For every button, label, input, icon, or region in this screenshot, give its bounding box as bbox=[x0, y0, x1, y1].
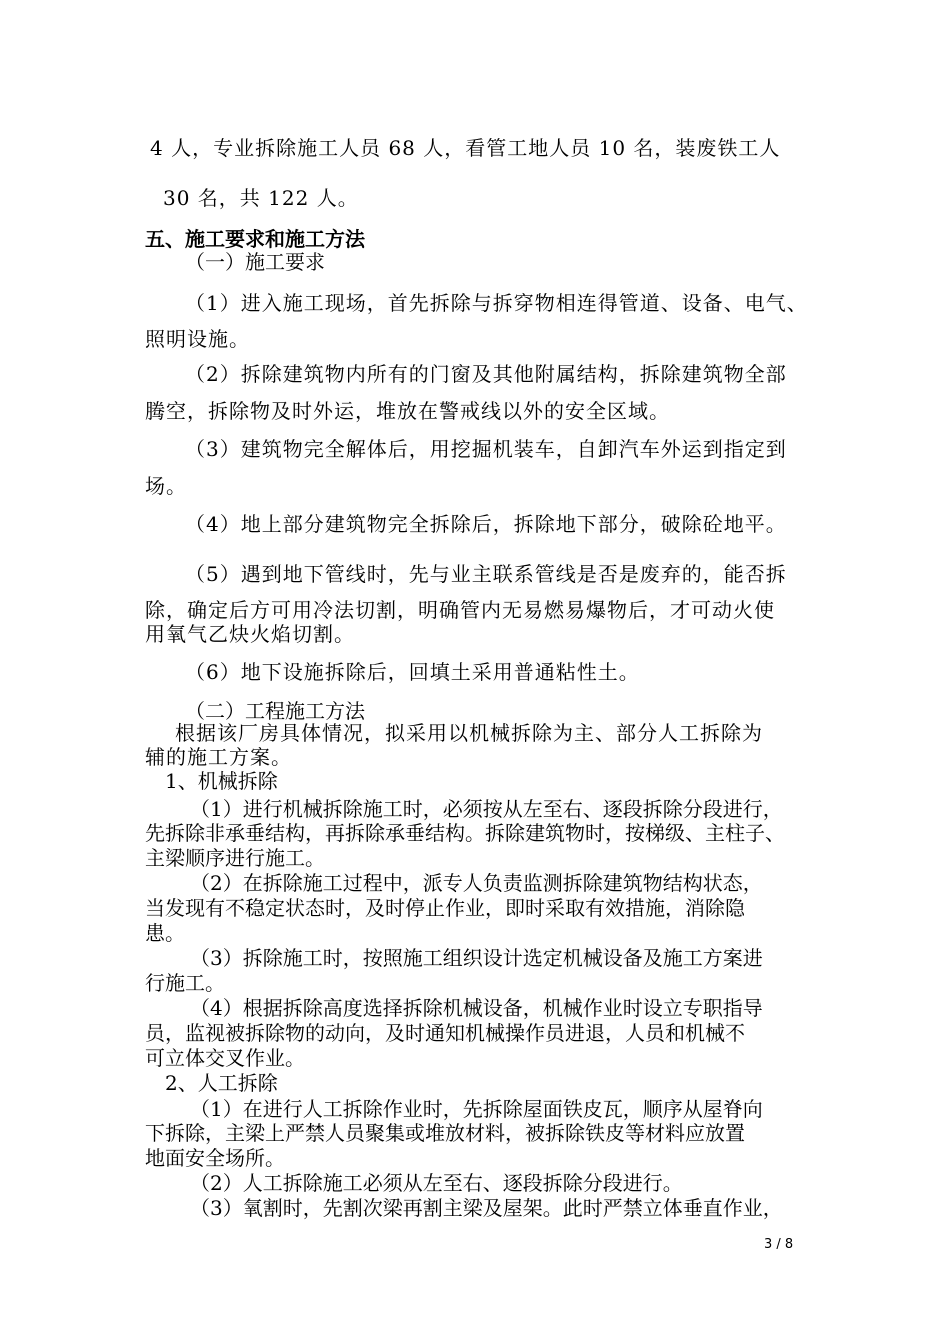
text-line: 照明设施。 bbox=[145, 327, 250, 351]
text-line: 行施工。 bbox=[145, 971, 225, 995]
text-line: 下拆除，主梁上严禁人员聚集或堆放材料，被拆除铁皮等材料应放置 bbox=[145, 1121, 745, 1145]
text-line: （3）建筑物完全解体后，用挖掘机装车，自卸汽车外运到指定到 bbox=[185, 437, 787, 461]
text-line: （2）在拆除施工过程中，派专人负责监测拆除建筑物结构状态， bbox=[190, 871, 763, 895]
text-line: 30 名，共 122 人。 bbox=[163, 186, 359, 210]
text-line: （2）拆除建筑物内所有的门窗及其他附属结构，拆除建筑物全部 bbox=[185, 362, 787, 386]
text-line: （1）进行机械拆除施工时，必须按从左至右、逐段拆除分段进行， bbox=[190, 797, 783, 821]
text-line: 当发现有不稳定状态时，及时停止作业，即时采取有效措施，消除隐 bbox=[145, 896, 745, 920]
text-line: 根据该厂房具体情况，拟采用以机械拆除为主、部分人工拆除为 bbox=[175, 721, 763, 745]
text-line: 患。 bbox=[145, 921, 185, 945]
text-line: 可立体交叉作业。 bbox=[145, 1046, 305, 1070]
section-heading: 五、施工要求和施工方法 bbox=[145, 227, 365, 251]
text-line: 地面安全场所。 bbox=[145, 1146, 285, 1170]
text-line: （1）在进行人工拆除作业时，先拆除屋面铁皮瓦，顺序从屋脊向 bbox=[190, 1097, 763, 1121]
page-number: 3 / 8 bbox=[764, 1237, 794, 1252]
text-line: 主梁顺序进行施工。 bbox=[145, 846, 325, 870]
text-line: 辅的施工方案。 bbox=[145, 745, 292, 769]
text-line: 除，确定后方可用冷法切割，明确管内无易燃易爆物后，才可动火使 bbox=[145, 598, 775, 622]
text-line: 员，监视被拆除物的动向，及时通知机械操作员进退，人员和机械不 bbox=[145, 1021, 745, 1045]
text-line: （6）地下设施拆除后，回填土采用普通粘性土。 bbox=[185, 660, 640, 684]
text-line: （1）进入施工现场，首先拆除与拆穿物相连得管道、设备、电气、 bbox=[185, 291, 808, 315]
text-line: 场。 bbox=[145, 474, 187, 498]
text-line: 腾空，拆除物及时外运，堆放在警戒线以外的安全区域。 bbox=[145, 399, 670, 423]
text-line: （4）地上部分建筑物完全拆除后，拆除地下部分，破除砼地平。 bbox=[185, 512, 787, 536]
subsection-heading: 1、机械拆除 bbox=[165, 769, 278, 793]
subsection-heading: （二）工程施工方法 bbox=[185, 699, 365, 723]
text-line: （5）遇到地下管线时，先与业主联系管线是否是废弃的，能否拆 bbox=[185, 562, 787, 586]
text-line: 4 人，专业拆除施工人员 68 人，看管工地人员 10 名，装废铁工人 bbox=[150, 136, 781, 160]
subsection-heading: （一）施工要求 bbox=[185, 250, 325, 274]
text-line: 用氧气乙炔火焰切割。 bbox=[145, 622, 355, 646]
text-line: （2）人工拆除施工必须从左至右、逐段拆除分段进行。 bbox=[190, 1171, 683, 1195]
text-line: 先拆除非承垂结构，再拆除承垂结构。拆除建筑物时，按梯级、主柱子、 bbox=[145, 821, 785, 845]
text-line: （3）拆除施工时，按照施工组织设计选定机械设备及施工方案进 bbox=[190, 946, 763, 970]
text-line: （4）根据拆除高度选择拆除机械设备，机械作业时设立专职指导 bbox=[190, 996, 763, 1020]
subsection-heading: 2、人工拆除 bbox=[165, 1071, 278, 1095]
text-line: （3）氧割时，先割次梁再割主梁及屋架。此时严禁立体垂直作业， bbox=[190, 1196, 783, 1220]
